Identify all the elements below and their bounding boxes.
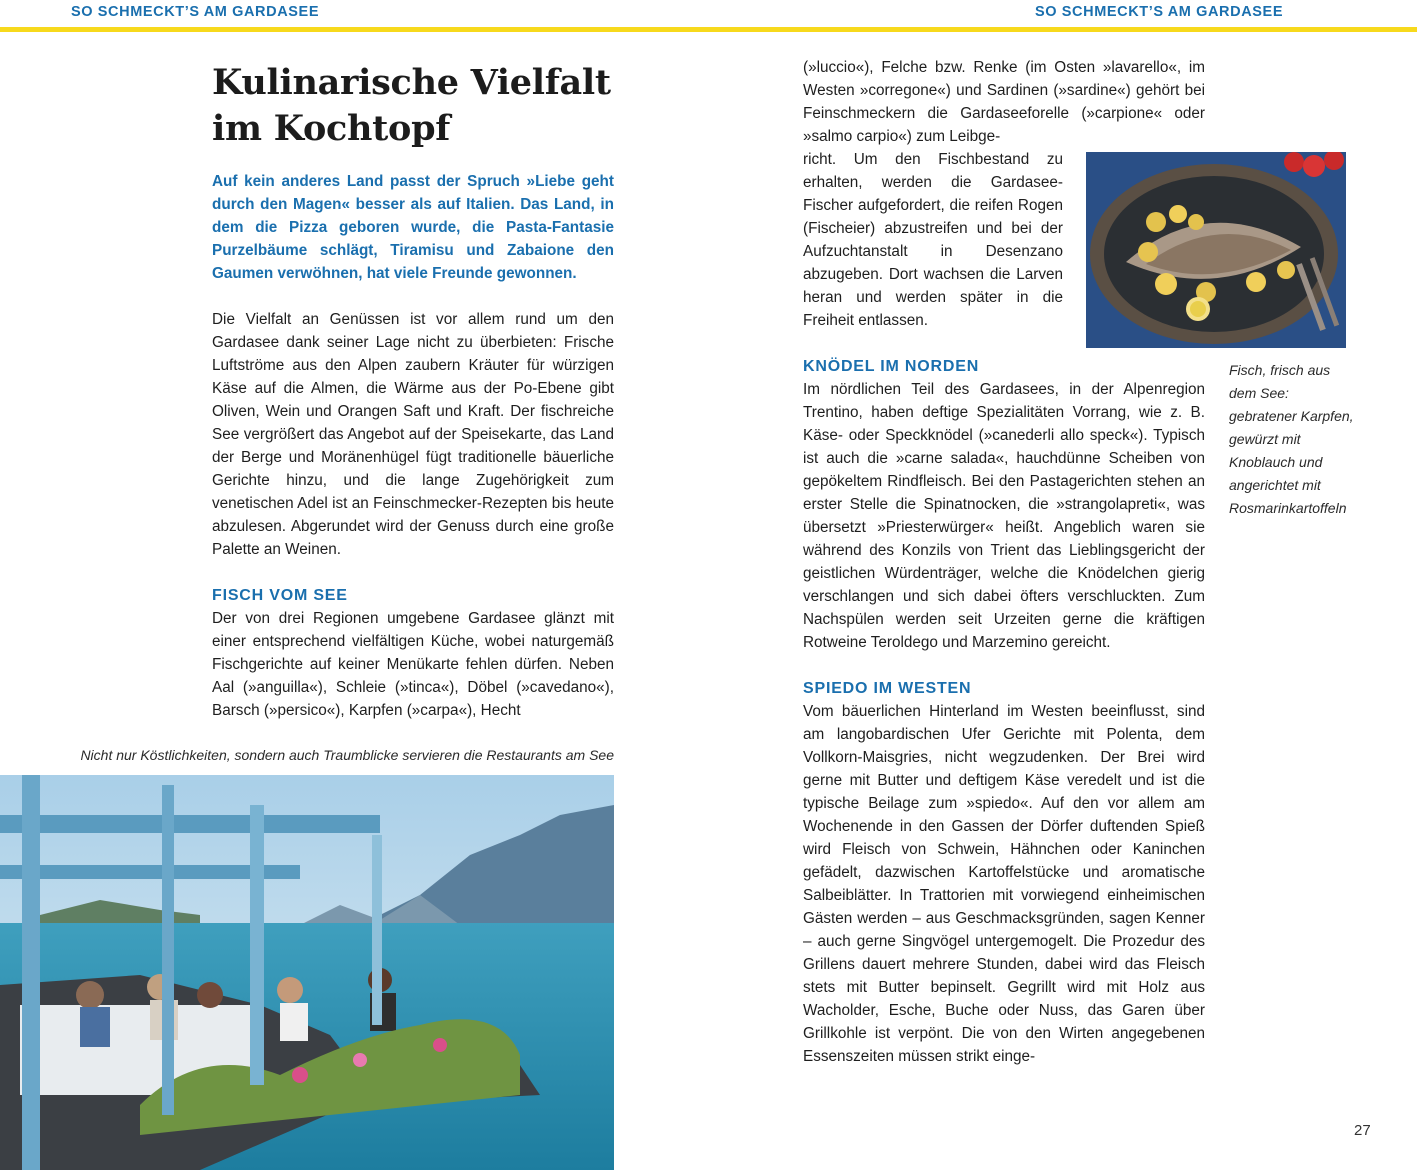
body-paragraph-vielfalt: Die Vielfalt an Genüssen ist vor allem rund um den Gardasee dank seiner Lage nicht zu überbieten: Frische Luftströme aus den Alpen zaubern Kräuter für würzigen Käse auf die Almen, die Wärme aus der Po-Ebene gibt Oliven, Wein und Orangen Saft und Kraft. Der fischreiche See vergrößert das Angebot auf der Speisekarte, das Land der Berge und Moränenhügel fügt traditionelle bäuerliche Gerichte hinzu, und die lange Zugehörigkeit zum venetischen Adel ist an Feinschmecker-Rezepten bis heute abzulesen. Abgerundet wird der Genuss durch eine große Palette an Weinen. (212, 311, 614, 558)
caption-restaurant: Nicht nur Köstlichkeiten, sondern auch Traumblicke servieren die Restaurants am See (80, 747, 614, 763)
fried-carp-photo (1086, 152, 1346, 348)
subhead-fisch-vom-see: FISCH VOM SEE (212, 587, 348, 604)
intro-paragraph: Auf kein anderes Land passt der Spruch »Liebe geht durch den Magen« besser als auf Italien. Das Land, in dem die Pizza geboren wurde, die Pasta-Fantasie Purzelbäume schlägt, Tiramisu und Zabaione den Gaumen verwöhnen, hat viele Freunde gewonnen. (212, 173, 614, 282)
restaurant-lake-photo (0, 775, 614, 1170)
body-paragraph-fisch-b: (»luccio«), Felche bzw. Renke (im Osten »lavarello«, im Westen »corregone«) und Sardinen (»sardine«) gehört bei Feinschmeckern die Gardaseeforelle (»carpione« oder »salmo carpio«) zum Leibge- (803, 59, 1205, 145)
page-number: 27 (1354, 1122, 1371, 1139)
subhead-spiedo-im-westen: SPIEDO IM WESTEN (803, 680, 972, 697)
subhead-knoedel-im-norden: KNÖDEL IM NORDEN (803, 358, 980, 375)
header-rule (0, 27, 1417, 32)
title-line-1: Kulinarische Vielfalt (212, 62, 611, 103)
body-paragraph-knoedel: Im nördlichen Teil des Gardasees, in der Alpenregion Trentino, haben deftige Spezialitäten Vorrang, wie z. B. Käse- oder Speckknödel (»canederli allo speck«). Typisch ist auch die »carne salada«, hauchdünne Scheiben von gepökeltem Rindfleisch. Bei den Pastagerichten stehen an erster Stelle die Spinatnocken, die »strangolapreti«, was übersetzt »Priesterwürger« heißt. Angeblich waren sie während des Konzils von Trient das Lieblingsgericht der geistlichen Würdenträger, welche die Knödelchen gierig verschlangen und sich dabei öfters verschluckten. Zum Nachspülen werden seit Urzeiten gerne die kräftigen Rotweine Teroldego und Marzemino gereicht. (803, 381, 1205, 651)
body-paragraph-fisch-c: richt. Um den Fischbestand zu erhalten, werden die Gardasee-Fischer aufgefordert, die reifen Rogen (Fischeier) abzustreifen und bei der Aufzuchtanstalt in Desenzano abzugeben. Dort wachsen die Larven heran und werden später in die Freiheit entlassen. (803, 151, 1063, 329)
body-paragraph-spiedo: Vom bäuerlichen Hinterland im Westen beeinflusst, sind am langobardischen Ufer Gerichte mit Polenta, dem Vollkorn-Maisgries, nicht wegzudenken. Der Brei wird gerne mit Butter und deftigem Käse veredelt und ist die typische Beilage zum »spiedo«. Auf den vor allem am Wochenende in den Gassen der Dörfer duftenden Spieß wird Fleisch von Schwein, Hähnchen oder Kaninchen gefädelt, dazwischen Kartoffelstücke und aromatische Salbeiblätter. In Trattorien mit vorwiegend einheimischen Gästen werden – aus Geschmacksgründen, sagen Kenner – auch gerne Singvögel untergemogelt. Die Prozedur des Grillens dauert mehrere Stunden, dabei wird das Fleisch stets mit Butter bepinselt. Gegrillt wird mit Holz aus Wacholder, Esche, Buche oder Nuss, das Garen über Grillkohle ist verpönt. Die von den Wirten angegebenen Essenszeiten müssen strikt einge- (803, 703, 1205, 1065)
caption-fish: Fisch, frisch aus dem See: gebratener Karpfen, gewürzt mit Knoblauch und angerichtet mit Rosmarinkartoffeln (1229, 362, 1354, 516)
running-head-right: SO SCHMECKT’S AM GARDASEE (1035, 4, 1284, 20)
left-column (212, 170, 614, 722)
body-paragraph-fisch-a: Der von drei Regionen umgebene Gardasee glänzt mit einer entsprechend vielfältigen Küche, wobei naturgemäß Fischgerichte auf keiner Menükarte fehlen dürfen. Neben Aal (»anguilla«), Schleie (»tinca«), Döbel (»cavedano«), Barsch (»persico«), Karpfen (»carpa«), Hecht (212, 610, 614, 719)
article-title (212, 60, 632, 152)
title-line-2: im Kochtopf (212, 108, 451, 149)
running-head-left: SO SCHMECKT’S AM GARDASEE (71, 4, 320, 20)
